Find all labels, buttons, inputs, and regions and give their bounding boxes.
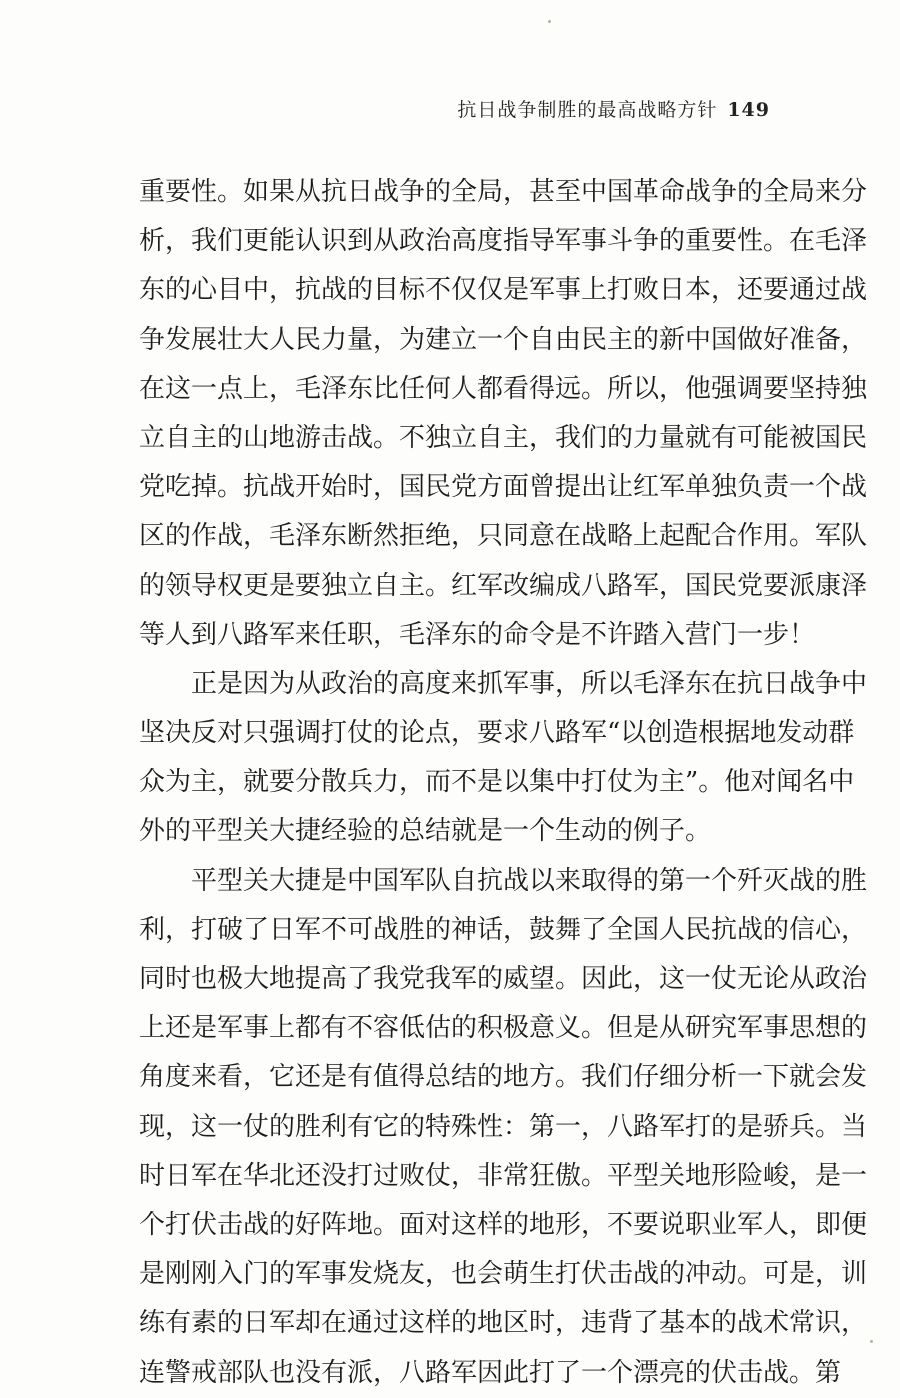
text-line: 连警戒部队也没有派，八路军因此打了一个漂亮的伏击战。第: [139, 1357, 842, 1388]
page-number: 149: [727, 99, 770, 121]
running-header: [457, 95, 770, 122]
text-line: 平型关大捷是中国军队自抗战以来取得的第一个歼灭战的胜: [191, 865, 868, 896]
text-line: 坚决反对只强调打仗的论点，要求八路军“以创造根据地发动群: [139, 718, 855, 749]
text-line: 析，我们更能认识到从政治高度指导军事斗争的重要性。在毛泽: [139, 226, 868, 257]
text-line: 外的平型关大捷经验的总结就是一个生动的例子。: [139, 816, 712, 847]
chapter-title: 抗日战争制胜的最高战略方针: [457, 99, 718, 121]
text-line: 同时也极大地提高了我党我军的威望。因此，这一仗无论从政治: [139, 964, 868, 994]
text-line: 现，这一仗的胜利有它的特殊性：第一，八路军打的是骄兵。当: [139, 1111, 868, 1142]
text-line: 是刚刚入门的军事发烧友，也会萌生打伏击战的冲动。可是，训: [139, 1259, 868, 1290]
text-line: 时日军在华北还没打过败仗，非常狂傲。平型关地形险峻，是一: [139, 1160, 868, 1191]
text-line: 个打伏击战的好阵地。面对这样的地形，不要说职业军人，即便: [139, 1209, 868, 1240]
text-line: 重要性。如果从抗日战争的全局，甚至中国革命战争的全局来分: [139, 177, 868, 207]
text-line: 的领导权更是要独立自主。红军改编成八路军，国民党要派康泽: [139, 570, 868, 601]
text-line: 东的心目中，抗战的目标不仅仅是军事上打败日本，还要通过战: [139, 275, 868, 306]
text-line: 角度来看，它还是有值得总结的地方。我们仔细分析一下就会发: [139, 1062, 868, 1093]
paper-speck: [870, 1340, 873, 1343]
paper-speck: [548, 20, 551, 23]
body-text: [139, 168, 868, 1398]
text-line: 立自主的山地游击战。不独立自主，我们的力量就有可能被国民: [139, 422, 868, 453]
text-line: 练有素的日军却在通过这样的地区时，违背了基本的战术常识，: [139, 1308, 868, 1339]
text-line: 党吃掉。抗战开始时，国民党方面曾提出让红军单独负责一个战: [139, 472, 868, 503]
text-line: 上还是军事上都有不容低估的积极意义。但是从研究军事思想的: [139, 1013, 868, 1044]
text-line: 争发展壮大人民力量，为建立一个自由民主的新中国做好准备，: [139, 324, 868, 355]
text-line: 在这一点上，毛泽东比任何人都看得远。所以，他强调要坚持独: [139, 373, 868, 404]
text-line: 正是因为从政治的高度来抓军事，所以毛泽东在抗日战争中: [191, 668, 868, 699]
text-line: 众为主，就要分散兵力，而不是以集中打仗为主”。他对闻名中: [139, 767, 855, 798]
text-line: 区的作战，毛泽东断然拒绝，只同意在战略上起配合作用。军队: [139, 521, 868, 552]
text-line: 等人到八路军来任职，毛泽东的命令是不许踏入营门一步！: [139, 619, 816, 650]
text-line: 利，打破了日军不可战胜的神话，鼓舞了全国人民抗战的信心，: [139, 914, 868, 945]
